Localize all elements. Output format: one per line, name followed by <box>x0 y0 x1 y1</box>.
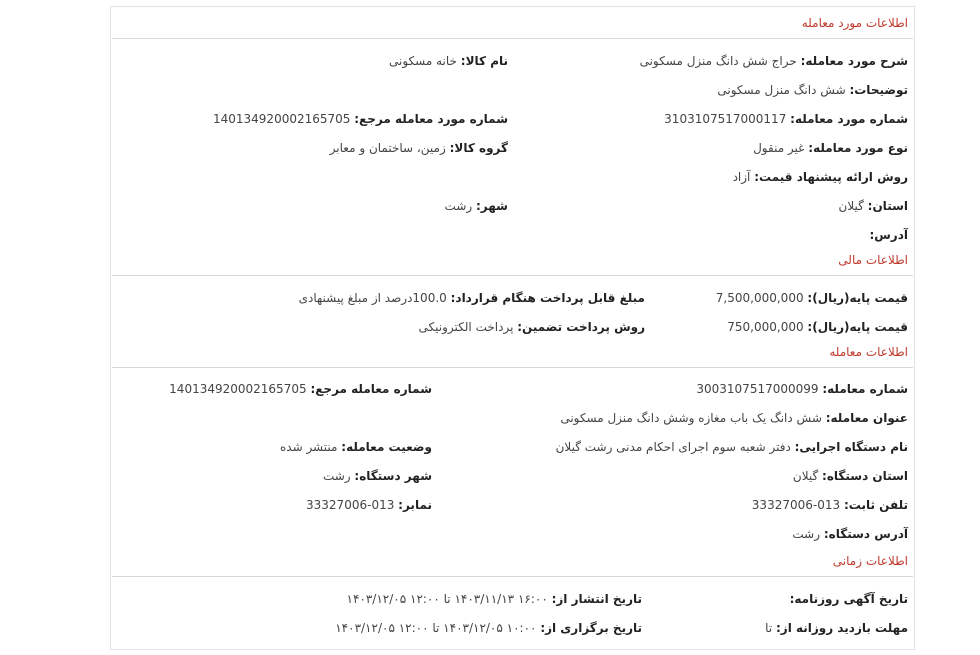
label: شماره مورد معامله مرجع: <box>354 112 508 126</box>
section-title-financial: اطلاعات مالی <box>838 253 908 267</box>
row-item-number <box>664 111 908 127</box>
value: 013-33327006 <box>751 498 841 512</box>
value: منتشر شده <box>279 440 338 454</box>
section-divider <box>112 38 913 39</box>
row-visit-deadline <box>765 620 908 636</box>
row-deal-status <box>280 439 432 455</box>
value: خانه مسکونی <box>389 54 457 68</box>
value: پرداخت الکترونیکی <box>418 320 514 334</box>
label: روش پرداخت تضمین: <box>517 320 645 334</box>
value: رشت <box>792 527 821 541</box>
value: 3003107517000099 <box>696 382 819 396</box>
section-title-time: اطلاعات زمانی <box>832 554 908 568</box>
row-holding-date <box>335 620 642 636</box>
label: توضیحات: <box>849 83 908 97</box>
value: گیلان <box>838 199 864 213</box>
label: نوع مورد معامله: <box>808 141 908 155</box>
value: ۱۶:۰۰ ۱۴۰۳/۱۱/۱۳ تا ۱۲:۰۰ ۱۴۰۳/۱۲/۰۵ <box>346 592 548 606</box>
row-deal-title <box>560 410 908 426</box>
label: شرح مورد معامله: <box>800 54 908 68</box>
label: شماره معامله: <box>822 382 908 396</box>
value: 140134920002165705 <box>212 112 351 126</box>
value: 100.0درصد از مبلغ پیشنهادی <box>298 291 447 305</box>
value: آزاد <box>732 170 751 184</box>
row-description <box>640 53 908 69</box>
row-item-type <box>753 140 908 156</box>
row-guarantee-method <box>419 319 645 335</box>
label: وضعیت معامله: <box>341 440 432 454</box>
label: نام کالا: <box>460 54 508 68</box>
row-province <box>839 198 909 214</box>
value: 013-33327006 <box>306 498 395 512</box>
label: استان: <box>867 199 908 213</box>
row-publish-date <box>347 591 642 607</box>
label: قیمت پایه(ریال): <box>807 291 908 305</box>
value: شش دانگ یک باب مغازه وشش دانگ منزل مسکونی <box>560 411 822 425</box>
label: استان دستگاه: <box>822 469 908 483</box>
label: گروه کالا: <box>449 141 508 155</box>
section-divider <box>112 367 913 368</box>
row-deal-number <box>696 381 908 397</box>
row-payable-amount <box>299 290 645 306</box>
value: 3103107517000117 <box>664 112 787 126</box>
row-phone <box>752 497 908 513</box>
value: زمین، ساختمان و معابر <box>329 141 446 155</box>
label: تاریخ انتشار از: <box>551 592 642 606</box>
label: مهلت بازدید روزانه از: <box>776 621 908 635</box>
value: 750,000,000 <box>727 320 804 334</box>
value: تا <box>765 621 773 635</box>
section-divider <box>112 576 913 577</box>
value: 7,500,000,000 <box>715 291 804 305</box>
row-bid-method <box>733 169 908 185</box>
value: دفتر شعبه سوم اجرای احکام مدنی رشت گیلان <box>555 440 791 454</box>
row-org-city <box>323 468 432 484</box>
value: حراج شش دانگ منزل مسکونی <box>639 54 797 68</box>
row-ref-number <box>213 111 508 127</box>
row-goods-group <box>330 140 508 156</box>
row-city <box>445 198 508 214</box>
row-newspaper-date <box>790 591 908 607</box>
value: شش دانگ منزل مسکونی <box>717 83 846 97</box>
row-org-province <box>793 468 908 484</box>
value: غیر منقول <box>753 141 805 155</box>
value: ۱۰:۰۰ ۱۴۰۳/۱۲/۰۵ تا ۱۲:۰۰ ۱۴۰۳/۱۲/۰۵ <box>335 621 537 635</box>
label: تاریخ آگهی روزنامه: <box>789 592 908 606</box>
label: شهر: <box>476 199 508 213</box>
row-base-price <box>716 290 908 306</box>
value: گیلان <box>792 469 819 483</box>
label: شهر دستگاه: <box>354 469 432 483</box>
value: 140134920002165705 <box>169 382 307 396</box>
label: قیمت پایه(ریال): <box>807 320 908 334</box>
label: تاریخ برگزاری از: <box>540 621 642 635</box>
row-base-price-2 <box>727 319 908 335</box>
label: تلفن ثابت: <box>843 498 908 512</box>
label: نام دستگاه اجرایی: <box>794 440 908 454</box>
row-address <box>869 227 908 243</box>
label: آدرس: <box>869 228 908 242</box>
row-fax <box>306 497 432 513</box>
value: رشت <box>322 469 351 483</box>
label: عنوان معامله: <box>825 411 908 425</box>
label: شماره مورد معامله: <box>790 112 908 126</box>
section-title-transaction: اطلاعات مورد معامله <box>801 16 908 30</box>
section-divider <box>112 275 913 276</box>
label: نمابر: <box>398 498 432 512</box>
row-item-name <box>389 53 508 69</box>
section-title-deal: اطلاعات معامله <box>829 345 908 359</box>
value: رشت <box>444 199 473 213</box>
label: مبلغ قابل پرداخت هنگام قرارداد: <box>450 291 645 305</box>
label: روش ارائه پیشنهاد قیمت: <box>754 170 908 184</box>
label: آدرس دستگاه: <box>823 527 908 541</box>
row-org-address <box>792 526 908 542</box>
row-notes <box>717 82 908 98</box>
label: شماره معامله مرجع: <box>310 382 432 396</box>
row-executive-org <box>556 439 908 455</box>
row-deal-ref-number <box>169 381 432 397</box>
